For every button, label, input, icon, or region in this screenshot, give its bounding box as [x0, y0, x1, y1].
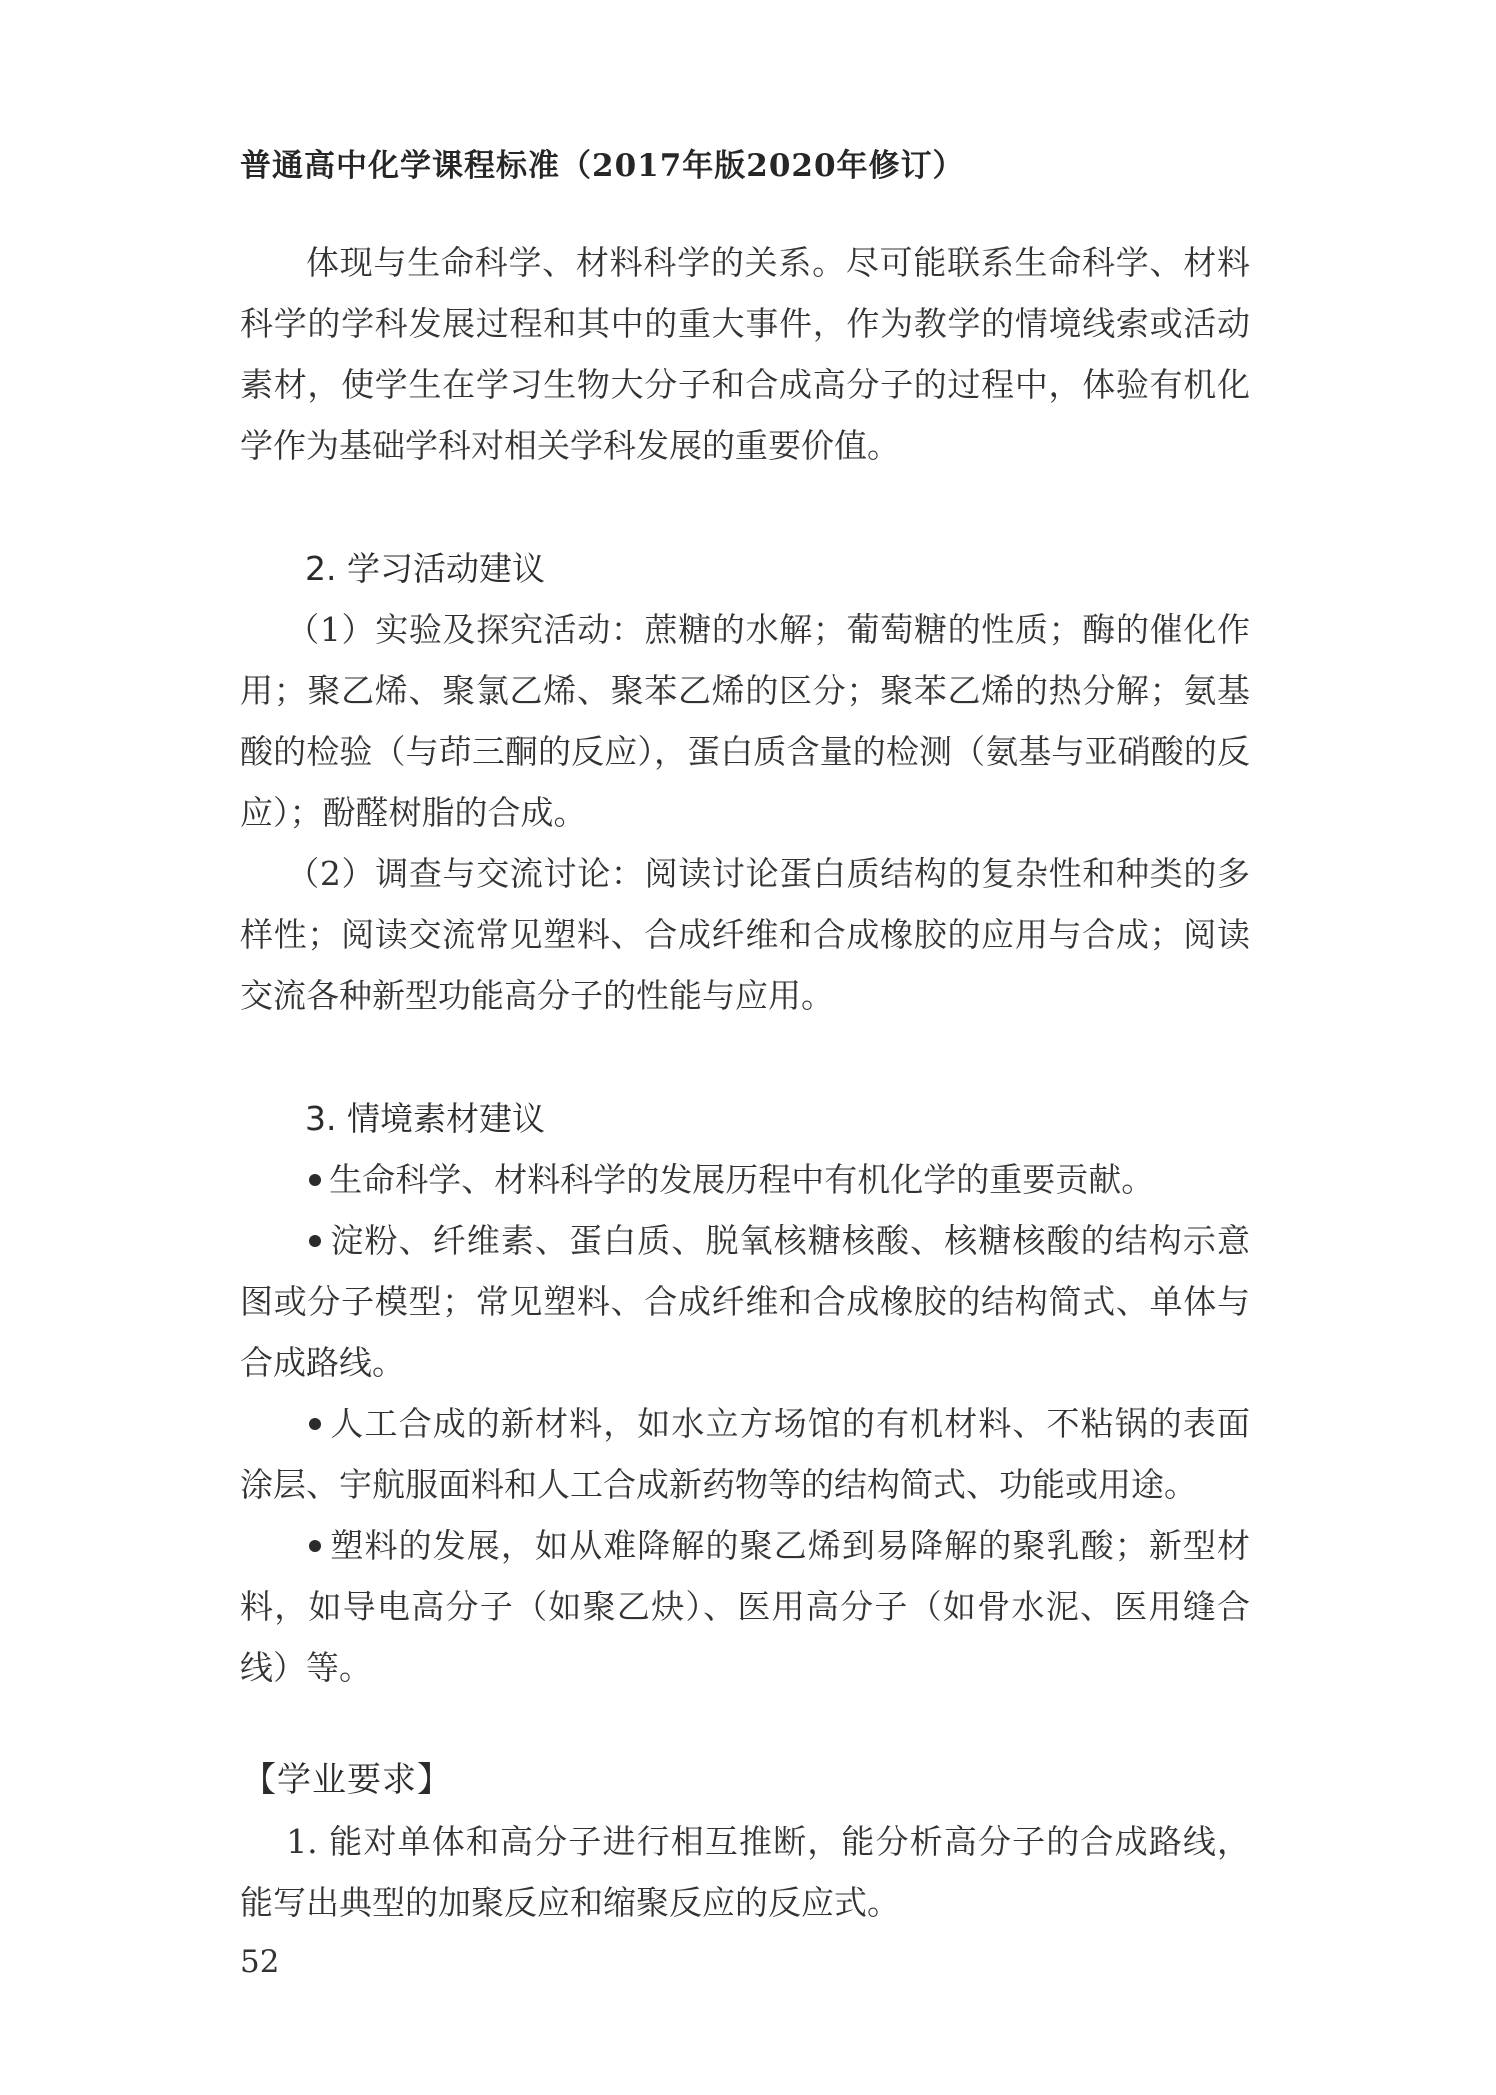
context-bullet-item-4	[240, 1515, 1250, 1698]
context-bullet-item-3	[240, 1393, 1250, 1515]
intro-paragraph: 体现与生命科学、材料科学的关系。尽可能联系生命科学、材料科学的学科发展过程和其中的重大事件，作为教学的情境线索或活动素材，使学生在学习生物大分子和合成高分子的过程中，体验有机化学作为基础学科对相关学科发展的重要价值。	[240, 243, 1250, 465]
bullet-text: 淀粉、纤维素、蛋白质、脱氧核糖核酸、核糖核酸的结构示意图或分子模型；常见塑料、合成纤维和合成橡胶的结构简式、单体与合成路线。	[240, 1221, 1250, 1382]
bullet-icon	[309, 1418, 321, 1430]
context-bullet-item-1	[240, 1149, 1250, 1210]
page-number: 52	[240, 1944, 280, 1980]
bullet-icon	[309, 1174, 321, 1186]
context-bullet-item-2	[240, 1210, 1250, 1393]
bullet-text: 塑料的发展，如从难降解的聚乙烯到易降解的聚乳酸；新型材料，如导电高分子（如聚乙炔）、医用高分子（如骨水泥、医用缝合线）等。	[240, 1526, 1250, 1687]
bullet-icon	[309, 1540, 321, 1552]
page-content	[240, 232, 1250, 1933]
bullet-icon	[309, 1235, 321, 1247]
running-header: 普通高中化学课程标准（2017年版2020年修订）	[240, 148, 965, 184]
activity-item-2: （2）调查与交流讨论：阅读讨论蛋白质结构的复杂性和种类的多样性；阅读交流常见塑料、合成纤维和合成橡胶的应用与合成；阅读交流各种新型功能高分子的性能与应用。	[240, 854, 1250, 1015]
section-heading-academic-requirements: 【学业要求】	[242, 1760, 452, 1800]
spacer	[240, 1026, 1250, 1088]
spacer	[240, 476, 1250, 538]
section-heading-context-materials: 3. 情境素材建议	[305, 1099, 545, 1138]
spacer	[240, 1698, 1250, 1750]
bullet-text: 生命科学、材料科学的发展历程中有机化学的重要贡献。	[329, 1160, 1155, 1199]
section-heading-learning-activities: 2. 学习活动建议	[305, 549, 545, 588]
activity-item-1: （1）实验及探究活动：蔗糖的水解；葡萄糖的性质；酶的催化作用；聚乙烯、聚氯乙烯、聚苯乙烯的区分；聚苯乙烯的热分解；氨基酸的检验（与茚三酮的反应），蛋白质含量的检测（氨基与亚硝酸的反应）；酚醛树脂的合成。	[240, 610, 1250, 832]
requirement-item-1: 1. 能对单体和高分子进行相互推断，能分析高分子的合成路线，能写出典型的加聚反应和缩聚反应的反应式。	[240, 1822, 1250, 1922]
bullet-text: 人工合成的新材料，如水立方场馆的有机材料、不粘锅的表面涂层、宇航服面料和人工合成新药物等的结构简式、功能或用途。	[240, 1404, 1250, 1504]
